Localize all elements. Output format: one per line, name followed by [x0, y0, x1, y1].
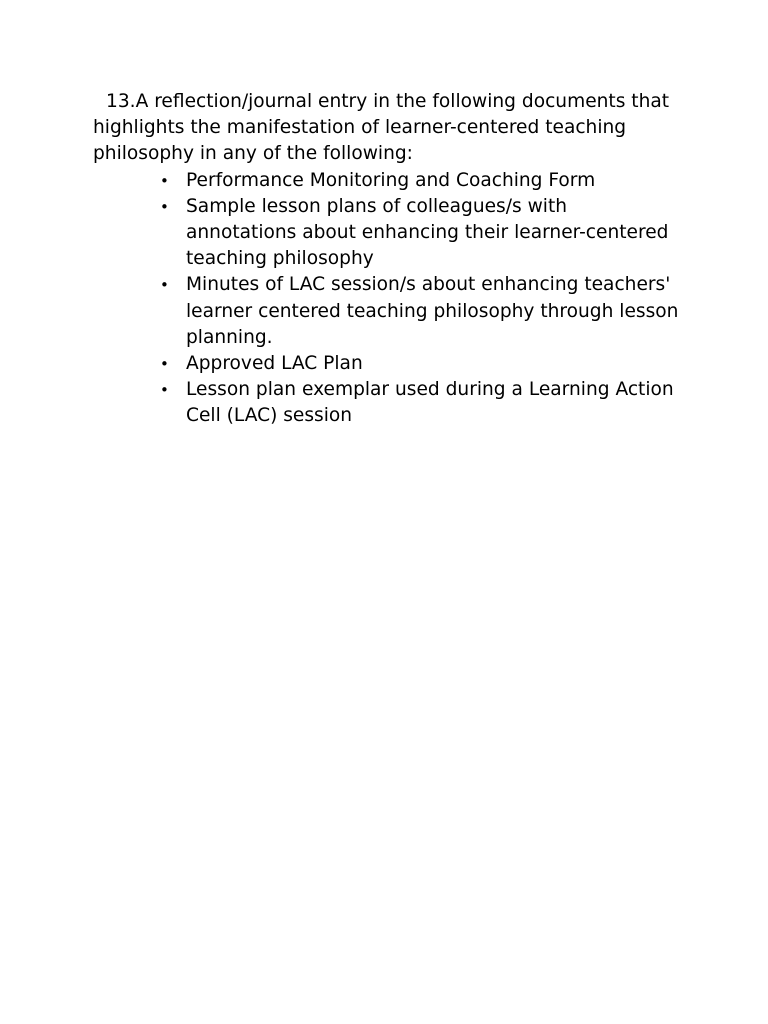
list-item	[160, 377, 683, 429]
list-item	[160, 351, 683, 377]
bullet-icon: •	[160, 381, 169, 400]
list-item-text: Lesson plan exemplar used during a Learning Action Cell (LAC) session	[186, 379, 674, 427]
bullet-icon: •	[160, 197, 169, 216]
intro-paragraph: 13.A reflection/journal entry in the following documents that highlights the manifestation of learner-centered teaching philosophy in any of the following:	[93, 91, 670, 165]
list-item	[160, 168, 683, 194]
list-item-text: Sample lesson plans of colleagues/s with annotations about enhancing their learner-centered teaching philosophy	[186, 195, 669, 270]
bullet-icon: •	[160, 171, 169, 190]
list-item-text: Performance Monitoring and Coaching Form	[186, 169, 596, 191]
list-item-text: Approved LAC Plan	[186, 353, 363, 375]
requirements-list	[93, 168, 683, 430]
bullet-icon: •	[160, 355, 169, 374]
list-item	[160, 194, 683, 273]
list-item	[160, 272, 683, 351]
list-item-text: Minutes of LAC session/s about enhancing teachers' learner centered teaching philosophy through lesson planning.	[186, 274, 679, 348]
document-body	[93, 89, 683, 430]
bullet-icon: •	[160, 276, 169, 295]
